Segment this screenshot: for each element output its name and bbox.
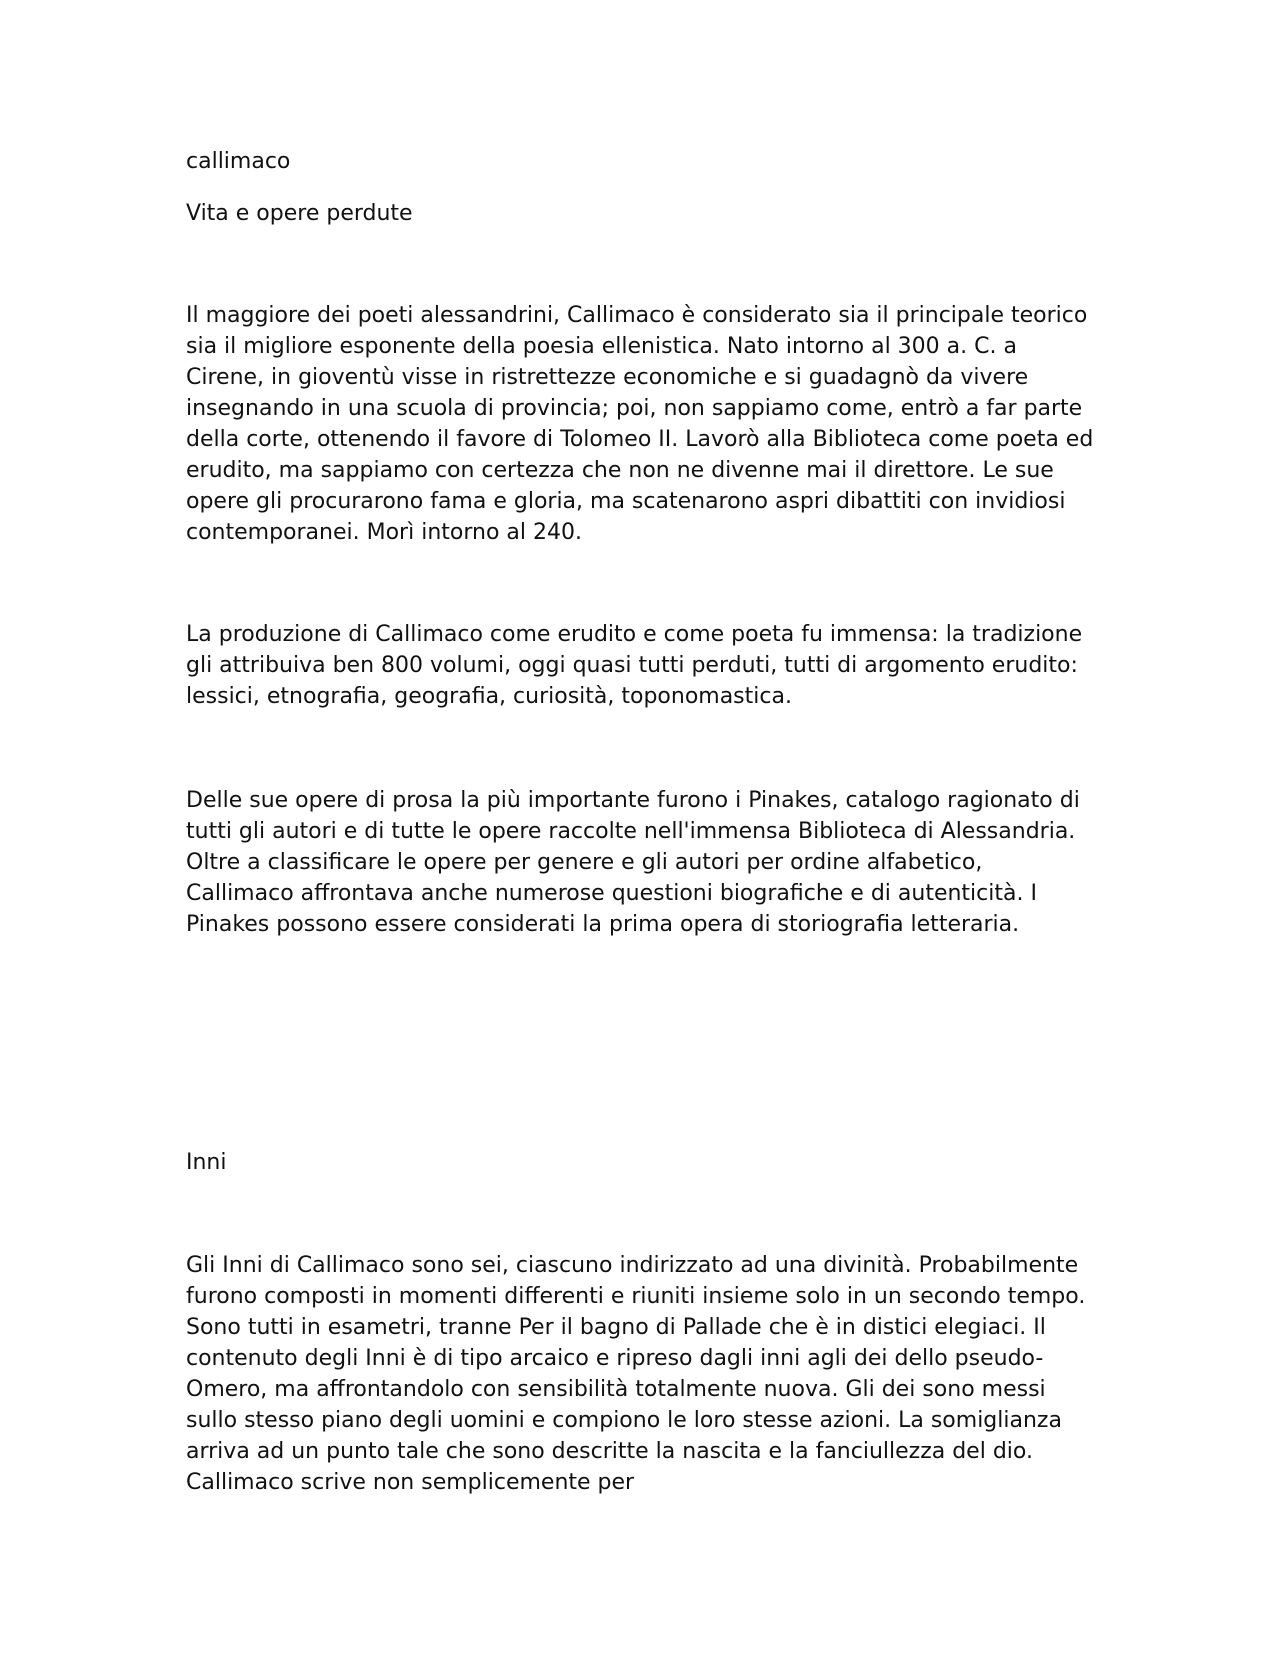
section-heading-vita: Vita e opere perdute <box>186 201 413 226</box>
paragraph-inni: Gli Inni di Callimaco sono sei, ciascuno indirizzato ad una divinità. Probabilmente furono composti in momenti differenti e riuniti insieme solo in un secondo tempo. Sono tutti in esametri, tranne Per il bagno di Pallade che è in distici elegiaci. Il contenuto degli Inni è di tipo arcaico e ripreso dagli inni agli dei dello pseudo-Omero, ma affrontandolo con sensibilità totalmente nuova. Gli dei sono messi sullo stesso piano degli uomini e compiono le loro stesse azioni. La somiglianza arriva ad un punto tale che sono descritte la nascita e la fanciullezza del dio. Callimaco scrive non semplicemente per <box>186 1253 1086 1495</box>
paragraph-pinakes: Delle sue opere di prosa la più importante furono i Pinakes, catalogo ragionato di tutti gli autori e di tutte le opere raccolte nell'immensa Biblioteca di Alessandria. Oltre a classificare le opere per genere e gli autori per ordine alfabetico, Callimaco affrontava anche numerose questioni biografiche e di autenticità. I Pinakes possono essere considerati la prima opera di storiografia letteraria. <box>186 788 1080 937</box>
paragraph-biography: Il maggiore dei poeti alessandrini, Callimaco è considerato sia il principale teorico sia il migliore esponente della poesia ellenistica. Nato intorno al 300 a. C. a Cirene, in gioventù visse in ristrettezze economiche e si guadagnò da vivere insegnando in una scuola di provincia; poi, non sappiamo come, entrò a far parte della corte, ottenendo il favore di Tolomeo II. Lavorò alla Biblioteca come poeta ed erudito, ma sappiamo con certezza che non ne divenne mai il direttore. Le sue opere gli procurarono fama e gloria, ma scatenarono aspri dibattiti con invidiosi contemporanei. Morì intorno al 240. <box>186 303 1094 545</box>
paragraph-production: La produzione di Callimaco come erudito e come poeta fu immensa: la tradizione gli attribuiva ben 800 volumi, oggi quasi tutti perduti, tutti di argomento erudito: lessici, etnografia, geografia, curiosità, toponomastica. <box>186 622 1083 709</box>
document-title: callimaco <box>186 149 291 174</box>
section-heading-inni: Inni <box>186 1150 227 1175</box>
